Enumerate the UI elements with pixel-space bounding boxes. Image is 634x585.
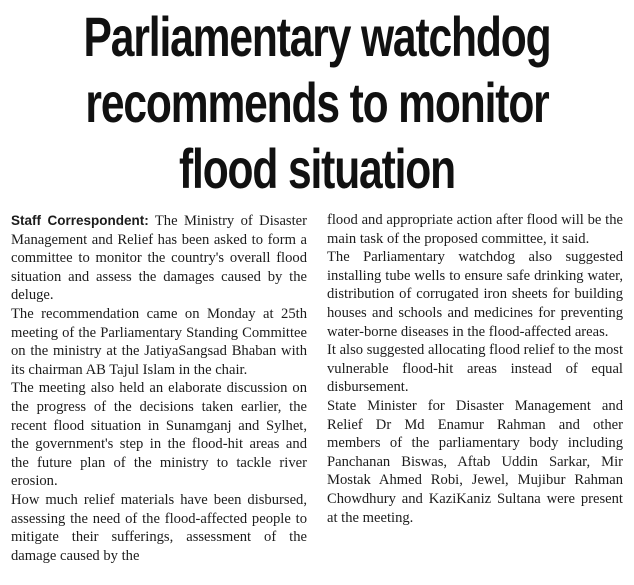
article-lead-text: The Ministry of Disaster Management and Relief has been asked to form a committee to monitor the country's overall flood situation and assess the damages caused by the deluge. (11, 213, 307, 304)
byline: Staff Correspondent: (11, 213, 149, 228)
article-paragraph: The Parliamentary watchdog also suggested installing tube wells to ensure safe drinking water, distribution of corrugated iron sheets for building houses and schools and medicines for preventing water-borne diseases in the flood-affected areas. (327, 249, 623, 340)
article-paragraph: The meeting also held an elaborate discussion on the progress of the decisions taken earlier, the recent flood situation in Sunamganj and Sylhet, the government's step in the flood-hit areas and the future plan of the ministry to tackle river erosion. (11, 380, 307, 490)
article-paragraph: It also suggested allocating flood relief to the most vulnerable flood-hit areas instead of equal disbursement. (327, 342, 623, 396)
headline-line-3: flood situation (178, 137, 456, 200)
article-paragraph: flood and appropriate action after flood will be the main task of the proposed committee, it said. (327, 212, 623, 247)
article-paragraph (11, 212, 307, 305)
article-paragraph: State Minister for Disaster Management and Relief Dr Md Enamur Rahman and other members of the parliamentary body including Panchanan Biswas, Aftab Uddin Sarkar, Mir Mostak Ahmed Robi, Jewel, Mujibur Rahman Chowdhury and KaziKaniz Sultana were present at the meeting. (327, 397, 623, 526)
headline (76, 4, 558, 202)
article-paragraph: How much relief materials have been disbursed, assessing the need of the flood-affected people to mitigate their sufferings, assessment of the damage caused by the (11, 491, 307, 564)
article-column-right (327, 211, 623, 527)
article-column-left (11, 212, 307, 565)
headline-line-2: recommends to monitor (85, 71, 549, 134)
article-paragraph: The recommendation came on Monday at 25th meeting of the Parliamentary Standing Committee on the ministry at the JatiyaSangsad Bhaban with its chairman AB Tajul Islam in the chair. (11, 305, 307, 378)
headline-line-1: Parliamentary watchdog (83, 5, 551, 68)
